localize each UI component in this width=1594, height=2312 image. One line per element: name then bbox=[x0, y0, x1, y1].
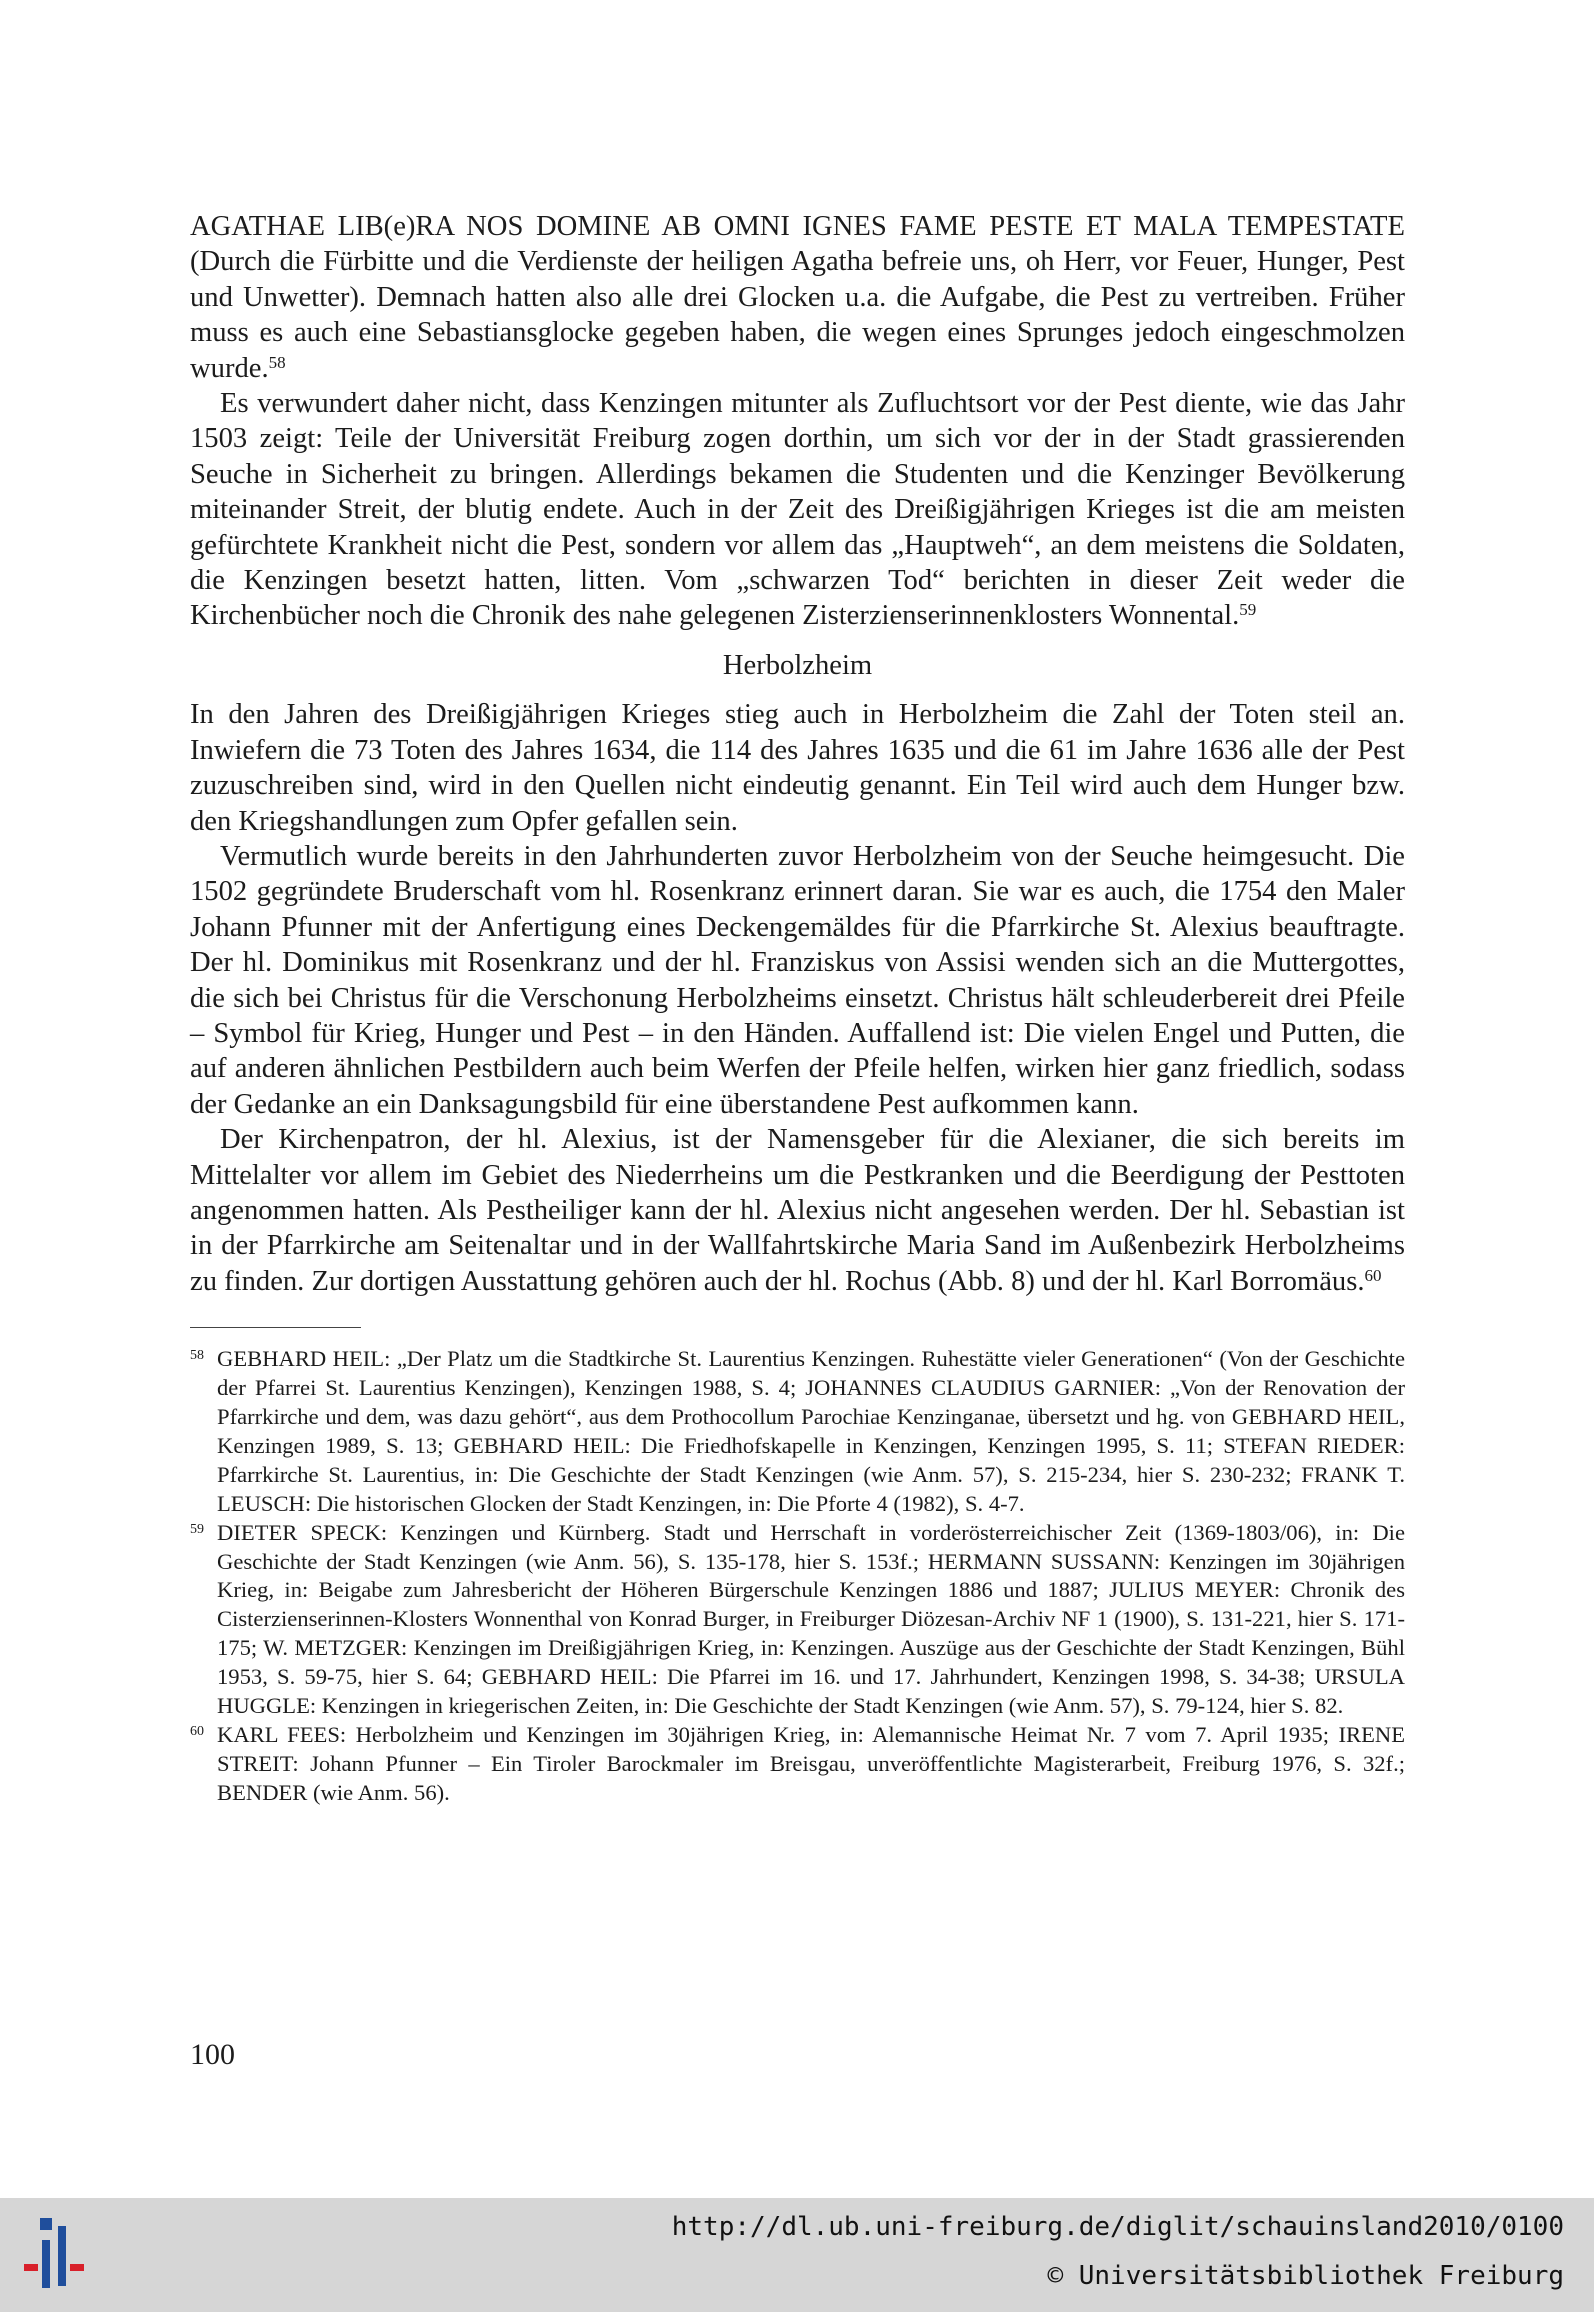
copyright-notice: © Universitätsbibliothek Freiburg bbox=[1047, 2261, 1564, 2291]
footnote-text: GEBHARD HEIL: „Der Platz um die Stadtkirche St. Laurentius Kenzingen. Ruhestätte vieler Generationen“ (Von der Geschichte der Pfarrei St. Laurentius Kenzingen), Kenzingen 1988, S. 4; JOHANNES CLAUDIUS GARNIER: „Von der Renovation der Pfarrkirche und dem, was dazu gehört“, aus dem Prothocollum Parochiae Kenzinganae, übersetzt und hg. von GEBHARD HEIL, Kenzingen 1989, S. 13; GEBHARD HEIL: Die Friedhofskapelle in Kenzingen, Kenzingen 1995, S. 11; STEFAN RIEDER: Pfarrkirche St. Laurentius, in: Die Geschichte der Stadt Kenzingen (wie Anm. 57), S. 215-234, hier S. 230-232; FRANK T. LEUSCH: Die historischen Glocken der Stadt Kenzingen, in: Die Pforte 4 (1982), S. 4-7. bbox=[217, 1346, 1405, 1516]
footnote-text: KARL FEES: Herbolzheim und Kenzingen im 30jährigen Krieg, in: Alemannische Heimat Nr. 7 vom 7. April 1935; IRENE STREIT: Johann Pfunner – Ein Tiroler Barockmaler im Breisgau, unveröffentlichte Magisterarbeit, Freiburg 1976, S. 32f.; BENDER (wie Anm. 56). bbox=[217, 1721, 1405, 1805]
footnote-divider bbox=[190, 1327, 361, 1328]
footnote-item bbox=[190, 1519, 1405, 1721]
footnote-item bbox=[190, 1721, 1405, 1808]
body-paragraph: Der Kirchenpatron, der hl. Alexius, ist der Namensgeber für die Alexianer, die sich bereits im Mittelalter vor allem im Gebiet des Niederrheins um die Pestkranken und die Beerdigung der Pesttoten angenommen hatten. Als Pestheiliger kann der hl. Alexius nicht angesehen werden. Der hl. Sebastian ist in der Pfarrkirche am Seitenaltar und in der Wallfahrtskirche Maria Sand im Außenbezirk Herbolzheims zu finden. Zur dortigen Ausstattung gehören auch der hl. Rochus (Abb. 8) und der hl. Karl Borromäus.$^{60}$ bbox=[190, 1124, 1405, 1297]
footnote-reference-60[interactable]: 60 bbox=[1364, 1265, 1382, 1285]
page-number: 100 bbox=[190, 2038, 235, 2071]
body-paragraph: Es verwundert daher nicht, dass Kenzingen mitunter als Zufluchtsort vor der Pest diente, wie das Jahr 1503 zeigt: Teile der Universität Freiburg zogen dorthin, um sich vor der in der Stadt grassierenden Seuche in Sicherheit zu bringen. Allerdings bekamen die Studenten und die Kenzinger Bevölkerung miteinander Streit, der blutig endete. Auch in der Zeit des Dreißigjährigen Krieges ist die am meisten gefürchtete Krankheit nicht die Pest, sondern vor allem das „Hauptweh“, an dem meistens die Soldaten, die Kenzingen besetzt hatten, litten. Vom „schwarzen Tod“ berichten in dieser Zeit weder die Kirchenbücher noch die Chronik des nahe gelegenen Zisterzienserinnenklosters Wonnental.$^{59}$ bbox=[190, 388, 1405, 632]
section-heading: Herbolzheim bbox=[722, 649, 873, 681]
footnotes bbox=[190, 1345, 1405, 1808]
body-paragraph: In den Jahren des Dreißigjährigen Krieges stieg auch in Herbolzheim die Zahl der Toten steil an. Inwiefern die 73 Toten des Jahres 1634, die 114 des Jahres 1635 und die 61 im Jahre 1636 alle der Pest zuzuschreiben sind, wird in den Quellen nicht eindeutig genannt. Ein Teil wird auch dem Hunger bzw. den Kriegshandlungen zum Opfer gefallen sein. bbox=[190, 699, 1405, 837]
footnote-reference-58[interactable]: 58 bbox=[268, 352, 286, 372]
footnote-number: 58 bbox=[190, 1348, 204, 1364]
footnote-number: 60 bbox=[190, 1723, 204, 1739]
body-paragraph: Vermutlich wurde bereits in den Jahrhunderten zuvor Herbolzheim von der Seuche heimgesucht. Die 1502 gegründete Bruderschaft vom hl. Rosenkranz erinnert daran. Sie war es auch, die 1754 den Maler Johann Pfunner mit der Anfertigung eines Deckengemäldes für die Pfarrkirche St. Alexius beauftragte. Der hl. Dominikus mit Rosenkranz und der hl. Franziskus von Assisi wenden sich an die Muttergottes, die sich bei Christus für die Verschonung Herbolzheims einsetzt. Christus hält schleuderbereit drei Pfeile – Symbol für Krieg, Hunger und Pest – in den Händen. Auffallend ist: Die vielen Engel und Putten, die auf anderen ähnlichen Pestbildern auch beim Werfen der Pfeile helfen, wirken hier ganz friedlich, sodass der Gedanke an ein Danksagungsbild für eine überstandene Pest aufkommen kann. bbox=[190, 840, 1405, 1120]
footnote-text: DIETER SPECK: Kenzingen und Kürnberg. Stadt und Herrschaft in vorderösterreichischer Zeit (1369-1803/06), in: Die Geschichte der Stadt Kenzingen (wie Anm. 56), S. 135-178, hier S. 153f.; HERMANN SUSSANN: Kenzingen im 30jährigen Krieg, in: Beigabe zum Jahresbericht der Höheren Bürgerschule Kenzingen 1886 und 1887; JULIUS MEYER: Chronik des Cisterzienserinnen-Klosters Wonnenthal von Konrad Burger, in Freiburger Diözesan-Archiv NF 1 (1900), S. 131-221, hier S. 171-175; W. METZGER: Kenzingen im Dreißigjährigen Krieg, in: Kenzingen. Auszüge aus der Geschichte der Stadt Kenzingen, Bühl 1953, S. 59-75, hier S. 64; GEBHARD HEIL: Die Pfarrei im 16. und 17. Jahrhundert, Kenzingen 1998, S. 34-38; URSULA HUGGLE: Kenzingen in kriegerischen Zeiten, in: Die Geschichte der Stadt Kenzingen (wie Anm. 57), S. 79-124, hier S. 82. bbox=[217, 1519, 1405, 1719]
viewer-footer bbox=[0, 2198, 1594, 2312]
ub-freiburg-logo-icon[interactable] bbox=[20, 2216, 100, 2296]
footnote-reference-59[interactable]: 59 bbox=[1239, 600, 1257, 620]
body-paragraph: AGATHAE LIB(e)RA NOS DOMINE AB OMNI IGNES FAME PESTE ET MALA TEMPESTATE (Durch die Fürbitte und die Verdienste der heiligen Agatha befreie uns, oh Herr, vor Feuer, Hunger, Pest und Unwetter). Demnach hatten also alle drei Glocken u.a. die Aufgabe, die Pest zu vertreiben. Früher muss es auch eine Sebastiansglocke gegeben haben, die wegen eines Sprunges jedoch eingeschmolzen wurde.$^{58}$ bbox=[190, 211, 1405, 384]
page-body bbox=[190, 209, 1405, 1808]
footnote-number: 59 bbox=[190, 1521, 204, 1537]
source-url-link[interactable]: http://dl.ub.uni-freiburg.de/diglit/schauinsland2010/0100 bbox=[671, 2212, 1564, 2242]
footnote-item bbox=[190, 1345, 1405, 1518]
